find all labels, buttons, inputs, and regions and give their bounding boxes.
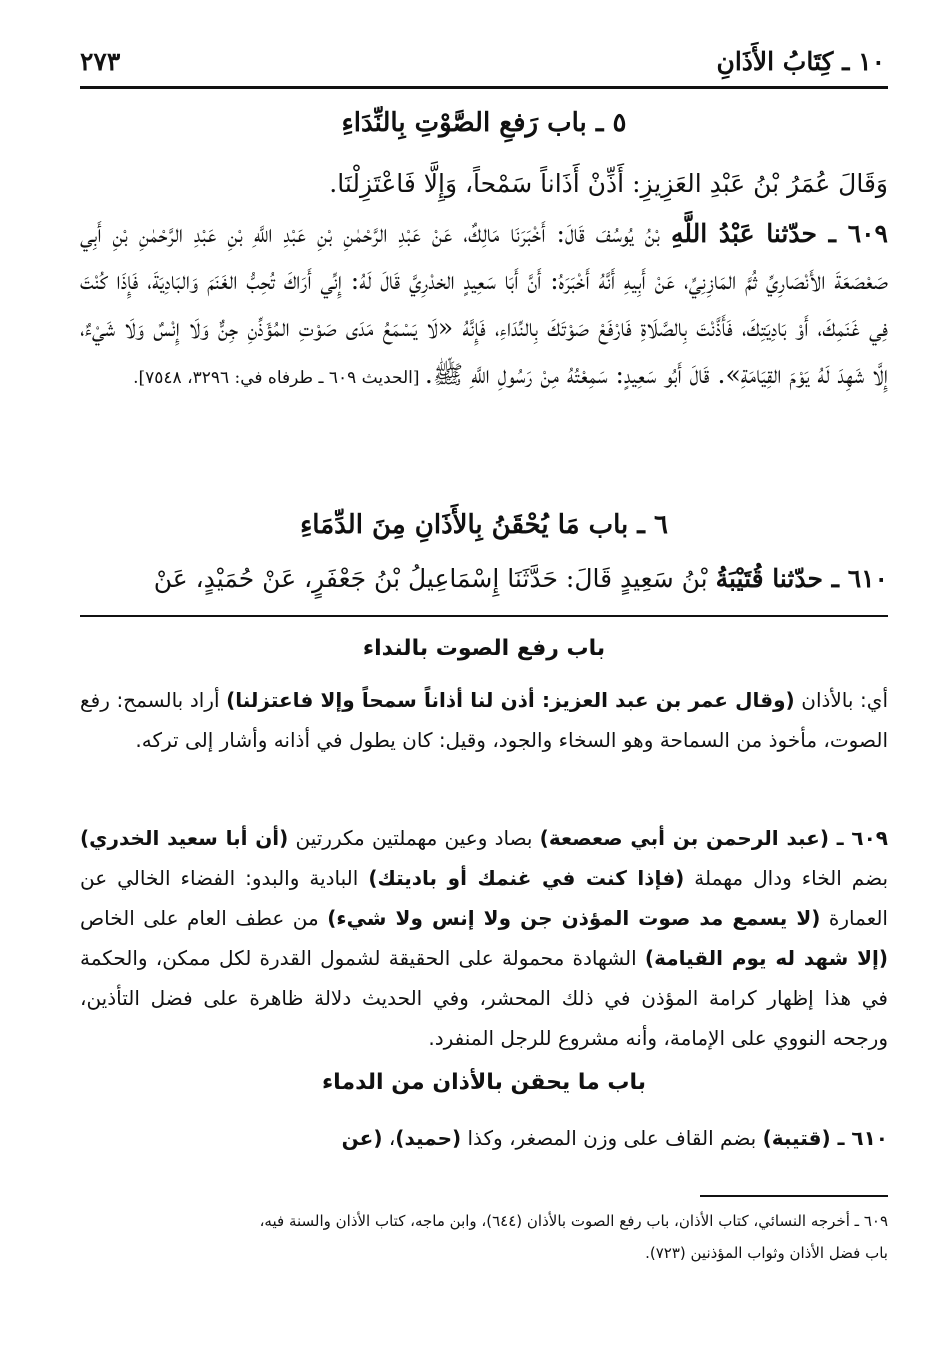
hadith-609 bbox=[80, 210, 888, 402]
sharh-p1-text-a: أي: بالأذان bbox=[794, 688, 888, 712]
commentary-divider bbox=[80, 615, 888, 617]
page-header bbox=[80, 40, 885, 82]
footnote-line-1: ٦٠٩ ـ أخرجه النسائي، كتاب الأذان، باب رفع الصوت بالأذان (٦٤٤)، وابن ماجه، كتاب الأذان والسنة فيه، bbox=[259, 1212, 888, 1230]
hadith-610-lead: ٦١٠ ـ حدّثنا قُتَيْبَةُ bbox=[715, 564, 888, 593]
sharh-p3-lemma-e: (عن bbox=[341, 1126, 383, 1150]
sharh-p3 bbox=[80, 1118, 888, 1158]
sharh-p2-text-f: البادية والبدو: الفضاء الخالي عن العمارة bbox=[80, 866, 888, 930]
hadith-610-paragraph bbox=[80, 555, 888, 602]
sharh-paragraph-2 bbox=[80, 818, 888, 1058]
bab5-quote bbox=[80, 160, 888, 207]
hadith-609-lead: ٦٠٩ ـ حدّثنا عَبْدُ اللَّهِ bbox=[670, 219, 888, 248]
sharh-p2-lemma-i: (إلا شهد له يوم القيامة) bbox=[644, 946, 888, 970]
hadith-609-text: بْنُ يُوسُفَ قَالَ: أَخْبَرَنَا مَالِكٌ، عَنْ عَبْدِ الرَّحْمٰنِ بْنِ عَبْدِ اللَّهِ بْنِ عَبْدِ الرَّحْمٰنِ بْنِ أَبِي صَعْصَعَةَ الأَنْصَارِيِّ ثُمَّ المَازِنِيِّ، عَنْ أَبِيهِ أَنَّهُ أَخْبَرَهُ: أَنَّ أَبَا سَعِيدٍ الخدْرِيَّ قَالَ لَهُ: إِنِّي أَرَاكَ تُحِبُّ الغَنَمَ وَالبَادِيَةَ، فَإِذَا كُنْتَ فِي غَنَمِكَ، أَوْ بَادِيَتِكَ، فَأَذَّنْتَ بِالصَّلَاةِ فَارْفَعْ صَوْتَكَ بِالنِّدَاءِ، فَإِنَّهُ «لَا يَسْمَعُ مَدَى صَوْتِ المُؤَذِّنِ جِنٌّ وَلَا إِنْسٌ وَلَا شَيْءٌ، إِلَّا شَهِدَ لَهُ يَوْمَ القِيَامَةِ». قَالَ أَبُو سَعِيدٍ: سَمِعْتُهُ مِنْ رَسُولِ اللَّهِ ﷺ. bbox=[80, 219, 888, 389]
sharh-p2-text-j: الشهادة محمولة على الحقيقة لشمول القدرة لكل ممكن، والحكمة في هذا إظهار كرامة المؤذن في ذلك المحشر، وفي الحديث دلالة ظاهرة على فضل التأذين، ورجحه النووي على الإمامة، وأنه مشروع للرجل المنفرد. bbox=[80, 946, 888, 1050]
bab5-quote-text: وَقَالَ عُمَرُ بْنُ عَبْدِ العَزِيزِ: أَذِّنْ أَذَاناً سَمْحاً، وَإِلَّا فَاعْتَزِلْنَا. bbox=[329, 169, 888, 198]
sharh-p3-text-b: بضم القاف على وزن المصغر، وكذا bbox=[461, 1126, 763, 1150]
hadith-609-paragraph bbox=[80, 210, 888, 402]
hadith-610 bbox=[80, 555, 888, 602]
page-number: ٢٧٣ bbox=[80, 46, 121, 76]
footnote-line-2: باب فضل الأذان وثواب المؤذنين (٧٢٣). bbox=[645, 1244, 888, 1262]
sharh-p1-quote: (وقال عمر بن عبد العزيز: أذن لنا أذاناً سمحاً وإلا فاعتزلنا) bbox=[226, 688, 795, 712]
chapter-title: ١٠ ـ كِتَابُ الأَذَانِ bbox=[716, 46, 885, 76]
sharh-p1 bbox=[80, 680, 888, 760]
footnote-rule bbox=[700, 1195, 888, 1197]
sharh-paragraph-3 bbox=[80, 1118, 888, 1158]
sharh-p2-text-b: بصاد وعين مهملتين مكررتين bbox=[288, 826, 540, 850]
sharh-p2-lemma-a: ٦٠٩ ـ (عبد الرحمن بن أبي صعصعة) bbox=[539, 826, 888, 850]
hadith-609-reference: [الحديث ٦٠٩ ـ طرفاه في: ٣٢٩٦، ٧٥٤٨]. bbox=[133, 368, 425, 388]
header-rule bbox=[80, 86, 888, 89]
sharh-p2-lemma-g: (لا يسمع مد صوت المؤذن جن ولا إنس ولا شيء) bbox=[327, 906, 821, 930]
sharh-heading-1: باب رفع الصوت بالنداء bbox=[362, 636, 606, 661]
bab6-heading: ٦ ـ باب مَا يُحْقَنُ بِالأَذَانِ مِنَ الدِّمَاءِ bbox=[300, 510, 668, 540]
sharh-p1-text-c: أراد بالسمح: رفع الصوت، مأخوذ من السماحة وهو السخاء والجود، وقيل: كان يطول في أذانه وأشار إلى تركه. bbox=[80, 688, 888, 752]
sharh-p3-text-d: ، bbox=[382, 1126, 396, 1150]
footnotes bbox=[80, 1205, 888, 1269]
sharh-p2-text-h: من عطف العام على الخاص bbox=[80, 906, 328, 930]
sharh-paragraph-1 bbox=[80, 680, 888, 760]
sharh-p2-lemma-c: (أن أبا سعيد الخدري) bbox=[80, 826, 289, 850]
hadith-610-text: بْنُ سَعِيدٍ قَالَ: حَدَّثَنَا إِسْمَاعِيلُ بْنُ جَعْفَرٍ، عَنْ حُمَيْدٍ، عَنْ bbox=[153, 564, 716, 593]
sharh-p2-lemma-e: (فإذا كنت في غنمك أو باديتك) bbox=[368, 866, 685, 890]
sharh-p2-text-d: بضم الخاء ودال مهملة bbox=[684, 866, 889, 890]
bab5-heading: ٥ ـ باب رَفعِ الصَّوْتِ بِالنِّدَاءِ bbox=[341, 108, 627, 138]
sharh-p3-lemma-c: (حميد) bbox=[395, 1126, 462, 1150]
sharh-heading-2: باب ما يحقن بالأذان من الدماء bbox=[321, 1070, 647, 1095]
sharh-p2 bbox=[80, 818, 888, 1058]
sharh-p3-lemma-a: ٦١٠ ـ (قتيبة) bbox=[762, 1126, 888, 1150]
